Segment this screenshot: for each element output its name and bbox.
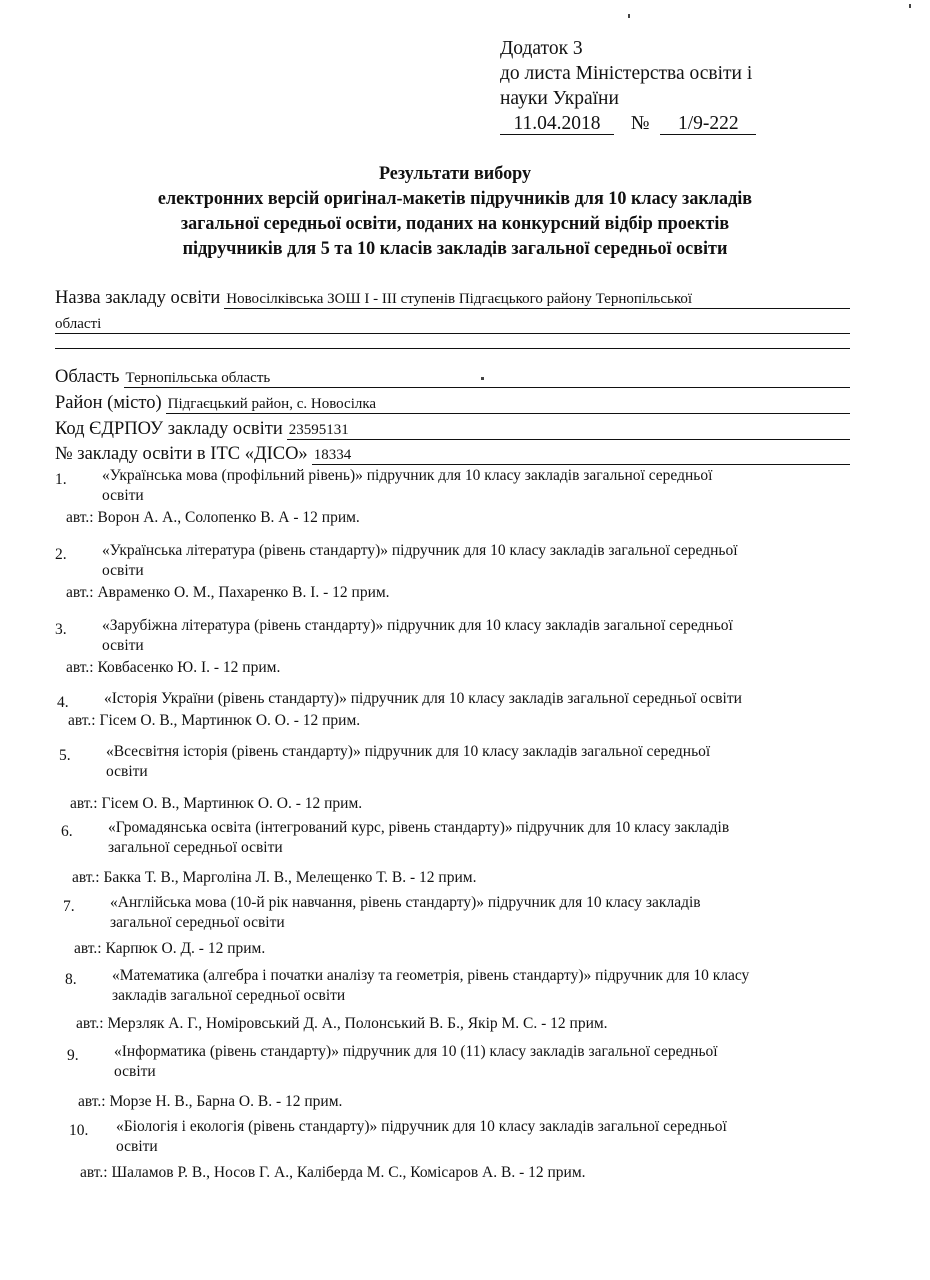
item-title: «Всесвітня історія (рівень стандарту)» підручник для 10 класу закладів загальної середньої	[106, 743, 711, 760]
district-value: Підгаєцький район, с. Новосілка	[166, 395, 850, 414]
item-title-continued: загальної середньої освіти	[110, 914, 285, 931]
edrpou-label: Код ЄДРПОУ закладу освіти	[55, 419, 283, 439]
annex-date-line	[500, 111, 756, 136]
item-title-continued: освіти	[106, 763, 148, 780]
item-title-continued: закладів загальної середньої освіти	[112, 987, 346, 1004]
item-title-continued: освіти	[116, 1138, 158, 1155]
item-number: 4.	[57, 694, 69, 711]
item-number: 5.	[59, 747, 71, 764]
annex-number: 1/9-222	[660, 113, 756, 135]
scan-speck	[628, 14, 630, 18]
item-title: «Історія України (рівень стандарту)» підручник для 10 класу закладів загальної середньої освіти	[104, 690, 742, 707]
item-authors: авт.: Ковбасенко Ю. І. - 12 прим.	[66, 659, 281, 676]
district-field	[55, 392, 850, 414]
institution-name-label: Назва закладу освіти	[55, 288, 221, 308]
item-number: 8.	[65, 971, 77, 988]
item-authors: авт.: Гісем О. В., Мартинюк О. О. - 12 прим.	[70, 795, 363, 812]
annex-line-2: до листа Міністерства освіти і	[500, 63, 753, 84]
item-title-continued: освіти	[102, 487, 144, 504]
annex-line-1: Додаток 3	[500, 38, 583, 59]
item-number: 6.	[61, 823, 73, 840]
item-number: 10.	[69, 1122, 89, 1139]
scan-speck	[909, 4, 911, 8]
item-title-continued: освіти	[102, 562, 144, 579]
item-authors: авт.: Морзе Н. В., Барна О. В. - 12 прим.	[78, 1093, 343, 1110]
item-title: «Біологія і екологія (рівень стандарту)» підручник для 10 класу закладів загальної середньої	[116, 1118, 727, 1135]
annex-date: 11.04.2018	[500, 113, 614, 135]
item-title: «Зарубіжна література (рівень стандарту)» підручник для 10 класу закладів загальної середньої	[102, 617, 733, 634]
scan-speck	[481, 377, 484, 380]
item-title: «Українська література (рівень стандарту)» підручник для 10 класу закладів загальної середньої	[102, 542, 738, 559]
item-title: «Математика (алгебра і початки аналізу та геометрія, рівень стандарту)» підручник для 10 класу	[112, 967, 750, 984]
title-line-4: підручників для 5 та 10 класів закладів загальної середньої освіти	[182, 239, 728, 259]
diso-label: № закладу освіти в ІТС «ДІСО»	[55, 444, 308, 464]
annex-number-sign: №	[630, 113, 650, 134]
item-authors: авт.: Шаламов Р. В., Носов Г. А., Каліберда М. С., Комісаров А. В. - 12 прим.	[80, 1164, 586, 1181]
institution-name-field	[55, 287, 850, 309]
item-title-continued: освіти	[102, 637, 144, 654]
annex-header	[500, 36, 756, 136]
edrpou-value: 23595131	[287, 421, 850, 440]
item-title: «Громадянська освіта (інтегрований курс, рівень стандарту)» підручник для 10 класу закладів	[108, 819, 730, 836]
item-number: 1.	[55, 471, 67, 488]
institution-name-value-continued: області	[55, 315, 850, 334]
item-title-continued: освіти	[114, 1063, 156, 1080]
diso-field	[55, 443, 850, 465]
item-title: «Англійська мова (10-й рік навчання, рівень стандарту)» підручник для 10 класу закладів	[110, 894, 701, 911]
diso-value: 18334	[312, 446, 850, 465]
document-title	[68, 162, 842, 262]
institution-name-value: Новосілківська ЗОШ І - ІІІ ступенів Підгаєцького району Тернопільської	[224, 290, 850, 309]
item-title: «Інформатика (рівень стандарту)» підручник для 10 (11) класу закладів загальної середньої	[114, 1043, 718, 1060]
region-label: Область	[55, 367, 120, 387]
item-number: 2.	[55, 546, 67, 563]
district-label: Район (місто)	[55, 393, 162, 413]
item-number: 7.	[63, 898, 75, 915]
item-authors: авт.: Карпюк О. Д. - 12 прим.	[74, 940, 266, 957]
item-number: 3.	[55, 621, 67, 638]
item-authors: авт.: Авраменко О. М., Пахаренко В. І. - 12 прим.	[66, 584, 390, 601]
item-authors: авт.: Мерзляк А. Г., Номіровський Д. А., Полонський В. Б., Якір М. С. - 12 прим.	[76, 1015, 608, 1032]
region-field	[55, 366, 850, 388]
item-title: «Українська мова (профільний рівень)» підручник для 10 класу закладів загальної середньої	[102, 467, 713, 484]
title-line-2: електронних версій оригінал-макетів підручників для 10 класу закладів	[157, 189, 753, 209]
item-authors: авт.: Ворон А. А., Солопенко В. А - 12 прим.	[66, 509, 360, 526]
item-number: 9.	[67, 1047, 79, 1064]
annex-line-3: науки України	[500, 88, 619, 109]
item-authors: авт.: Гісем О. В., Мартинюк О. О. - 12 прим.	[68, 712, 361, 729]
edrpou-field	[55, 418, 850, 440]
title-line-3: загальної середньої освіти, поданих на конкурсний відбір проектів	[180, 214, 730, 234]
item-title-continued: загальної середньої освіти	[108, 839, 283, 856]
region-value: Тернопільська область	[124, 369, 851, 388]
item-authors: авт.: Бакка Т. В., Марголіна Л. В., Мелещенко Т. В. - 12 прим.	[72, 869, 477, 886]
title-line-1: Результати вибору	[378, 164, 532, 184]
blank-line	[55, 348, 850, 349]
